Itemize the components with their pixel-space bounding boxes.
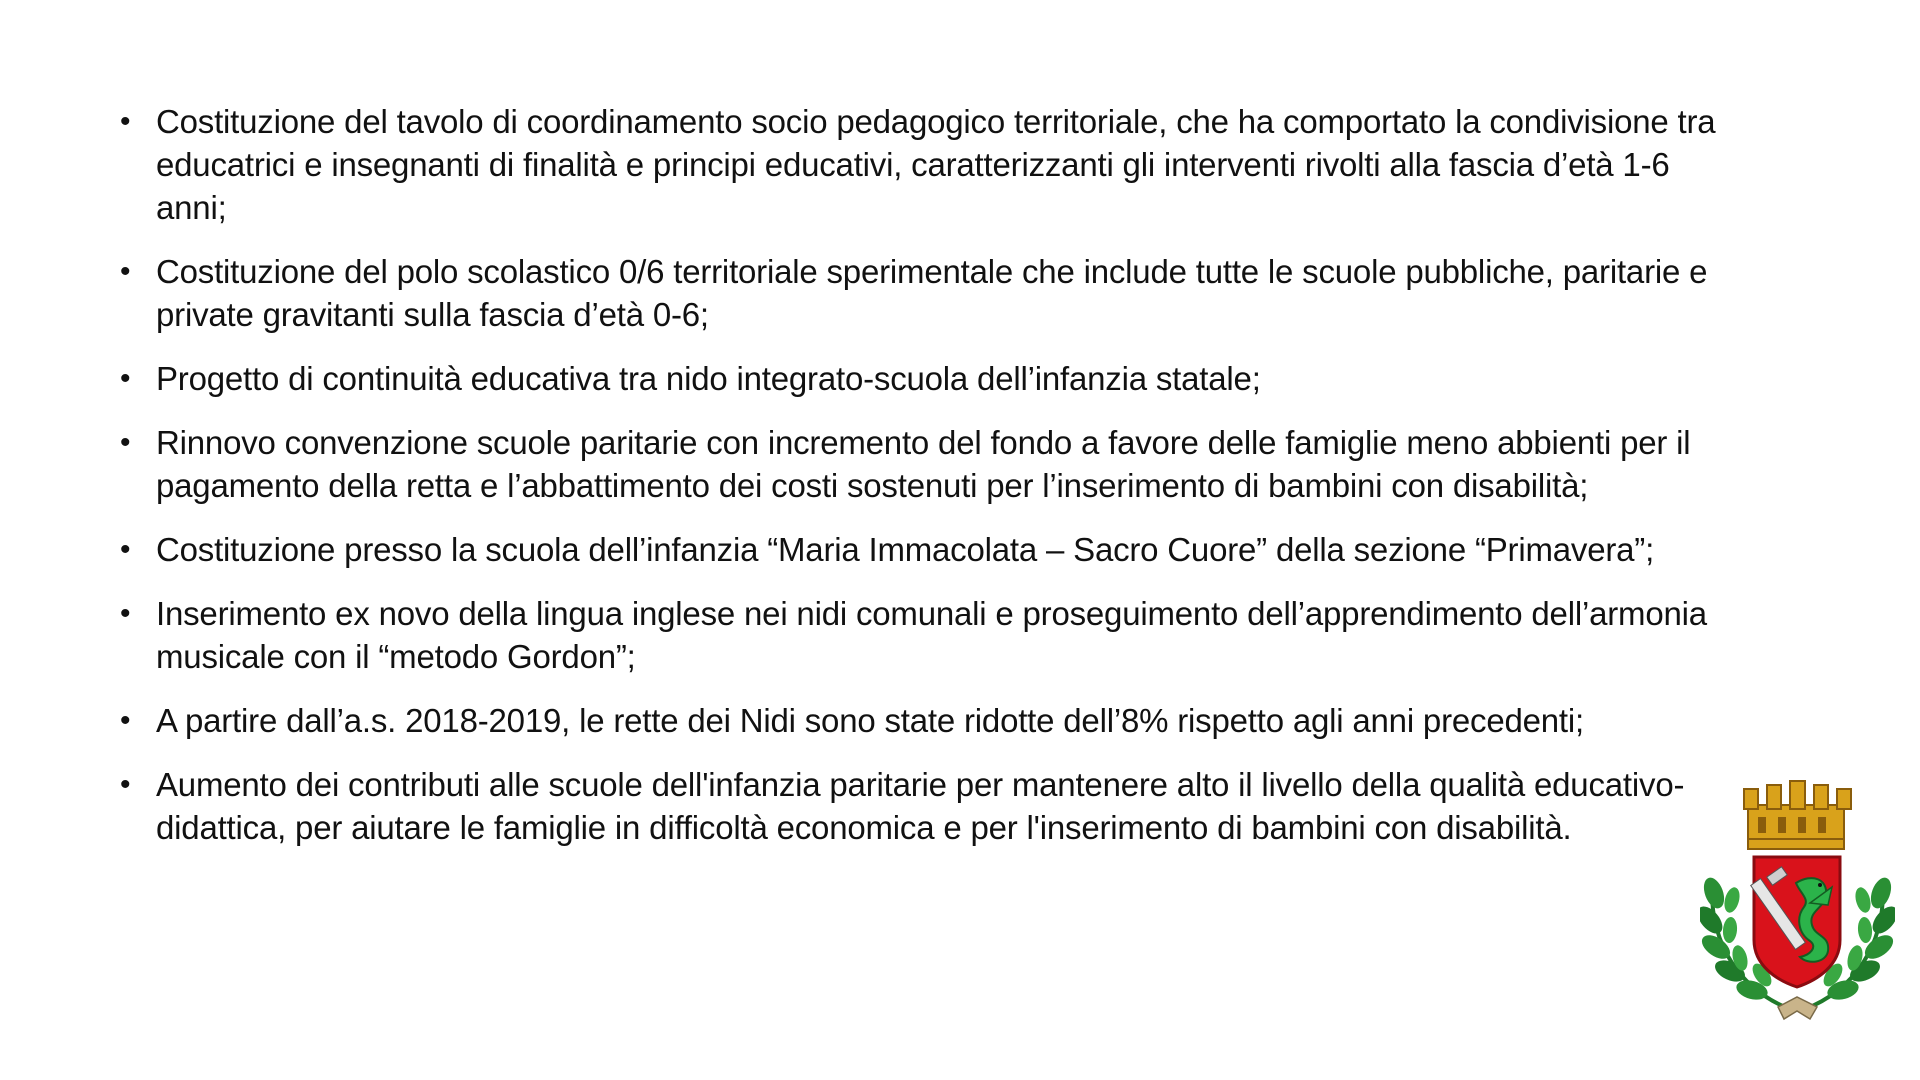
bullet-text: Aumento dei contributi alle scuole dell'infanzia paritarie per mantenere alto il livello della qualità educativo-didattica, per aiutare le famiglie in difficoltà economica e per l'inserimento di bambini con disabilità. [156, 766, 1685, 846]
list-item [118, 250, 1718, 336]
list-item [118, 100, 1718, 229]
bullet-marker: • [120, 105, 131, 138]
bullet-text: Rinnovo convenzione scuole paritarie con incremento del fondo a favore delle famiglie meno abbienti per il pagamento della retta e l’abbattimento dei costi sostenuti per l’inserimento di bambini con disabilità; [156, 424, 1691, 504]
bullet-text: Progetto di continuità educativa tra nido integrato-scuola dell’infanzia statale; [156, 360, 1261, 397]
bullet-marker: • [120, 768, 131, 801]
bullet-marker: • [120, 533, 131, 566]
bullet-text: Inserimento ex novo della lingua inglese nei nidi comunali e proseguimento dell’apprendimento dell’armonia musicale con il “metodo Gordon”; [156, 595, 1707, 675]
municipal-coat-of-arms-icon [1700, 775, 1895, 1025]
bullet-text: Costituzione del tavolo di coordinamento socio pedagogico territoriale, che ha comportato la condivisione tra educatrici e insegnanti di finalità e principi educativi, caratterizzanti gli interventi rivolti alla fascia d’età 1-6 anni; [156, 103, 1716, 226]
bullet-text: Costituzione presso la scuola dell’infanzia “Maria Immacolata – Sacro Cuore” della sezione “Primavera”; [156, 531, 1655, 568]
bullet-marker: • [120, 362, 131, 395]
list-item [118, 592, 1718, 678]
bullet-marker: • [120, 426, 131, 459]
list-item [118, 699, 1718, 742]
list-item [118, 528, 1718, 571]
bullet-text: Costituzione del polo scolastico 0/6 territoriale sperimentale che include tutte le scuole pubbliche, paritarie e private gravitanti sulla fascia d’età 0-6; [156, 253, 1708, 333]
bullet-marker: • [120, 597, 131, 630]
bullet-marker: • [120, 255, 131, 288]
bullet-marker: • [120, 704, 131, 737]
ribbon [1778, 997, 1817, 1019]
bullet-text: A partire dall’a.s. 2018-2019, le rette dei Nidi sono state ridotte dell’8% rispetto agli anni precedenti; [156, 702, 1584, 739]
list-item [118, 763, 1718, 849]
bullet-list [118, 100, 1718, 870]
list-item [118, 421, 1718, 507]
mural-crown [1744, 781, 1851, 849]
list-item [118, 357, 1718, 400]
